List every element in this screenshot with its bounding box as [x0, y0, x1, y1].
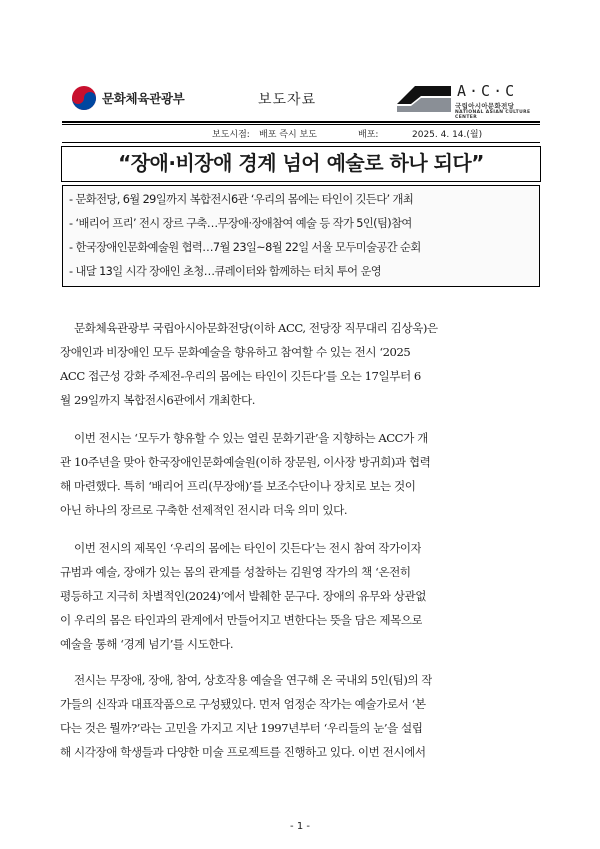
body-line: 해 마련했다. 특히 ‘배리어 프리(무장애)’를 보조수단이나 장치로 보는 것이: [60, 479, 416, 493]
body-line: 예술을 통해 ‘경계 넘기’를 시도한다.: [60, 637, 234, 651]
ministry-name: 문화체육관광부: [102, 91, 185, 106]
meta-rule: [62, 142, 540, 143]
doc-type-title: 보도자료: [258, 92, 317, 108]
body-line: 이번 전시는 ‘모두가 향유할 수 있는 열린 문화기관’을 지향하는 ACC가 개: [74, 431, 428, 445]
acc-name-en: NATIONAL ASIAN CULTURE CENTER: [455, 110, 531, 120]
release-date-value: 2025. 4. 14.(월): [412, 130, 483, 140]
body-line: 규범과 예술, 장애가 있는 몸의 관계를 성찰하는 김원영 작가의 책 ‘온전히: [60, 565, 411, 579]
release-meta: [62, 127, 540, 141]
release-time-value: 배포 즉시 보도: [259, 130, 317, 140]
subheading-item: - 내달 13일 시각 장애인 초청…큐레이터와 함께하는 터치 투어 운영: [69, 265, 382, 278]
body-line: 아닌 하나의 장르로 구축한 선제적인 전시라 더욱 의미 있다.: [60, 503, 348, 517]
subheading-item: - 문화전당, 6월 29일까지 복합전시6관 ‘우리의 몸에는 타인이 깃든다’ 개최: [69, 193, 414, 206]
body-line: 관 10주년을 맞아 한국장애인문화예술원(이하 장문원, 이사장 방귀희)과 협력: [60, 455, 431, 469]
release-date-label: 배포:: [358, 130, 379, 140]
subheading-item: - 한국장애인문화예술원 협력…7월 23일~8월 22일 서울 모두미술공간 순회: [69, 241, 421, 254]
body-line: 월 29일까지 복합전시6관에서 개최한다.: [60, 393, 255, 407]
body-line: 문화체육관광부 국립아시아문화전당(이하 ACC, 전당장 직무대리 김상욱)은: [74, 321, 438, 335]
body-line: 해 시각장애 학생들과 다양한 미술 프로젝트를 진행하고 있다. 이번 전시에서: [60, 745, 426, 759]
subheading-item: - ‘배리어 프리’ 전시 장르 구축…무장애·장애참여 예술 등 작가 5인(팀)참여: [69, 217, 412, 230]
body-line: ACC 접근성 강화 주제전-우리의 몸에는 타인이 깃든다’를 오는 17일부터 6: [60, 369, 421, 383]
body-line: 전시는 무장애, 장애, 참여, 상호작용 예술을 연구해 온 국내외 5인(팀)의 작: [74, 673, 433, 687]
taegeuk-icon: [72, 86, 96, 110]
acc-logo: [397, 82, 542, 118]
body-line: 장애인과 비장애인 모두 문화예술을 향유하고 참여할 수 있는 전시 ‘2025: [60, 345, 411, 359]
header-rule-thick: [62, 121, 540, 123]
acc-name-kr: 국립아시아문화전당: [455, 102, 515, 110]
headline-box: [61, 146, 541, 182]
header-rule-thin: [62, 124, 540, 125]
body-line: 평등하고 지극히 차별적인(2024)’에서 발췌한 문구다. 장애의 유무와 상관없: [60, 589, 426, 603]
headline: “장애·비장애 경계 넘어 예술로 하나 되다”: [118, 151, 484, 175]
body-line: 이 우리의 몸은 타인과의 관계에서 만들어지고 변한다는 뜻을 담은 제목으로: [60, 613, 423, 627]
acc-mark-icon: [397, 84, 451, 114]
page-number: - 1 -: [290, 821, 310, 832]
subheading-box: [62, 185, 540, 287]
ministry-logo: [72, 86, 184, 110]
press-header: [62, 80, 540, 120]
acc-letters: A·C·C: [457, 82, 518, 100]
release-time-label: 보도시점:: [212, 130, 250, 140]
body-line: 가들의 신작과 대표작품으로 구성됐있다. 먼저 엄정순 작가는 예술가로서 ‘본: [60, 697, 426, 711]
body-line: 다는 것은 뭘까?’라는 고민을 가지고 지난 1997년부터 ‘우리들의 눈’을 설립: [60, 721, 423, 735]
body-line: 이번 전시의 제목인 ‘우리의 몸에는 타인이 깃든다’는 전시 참여 작가이자: [74, 541, 422, 555]
